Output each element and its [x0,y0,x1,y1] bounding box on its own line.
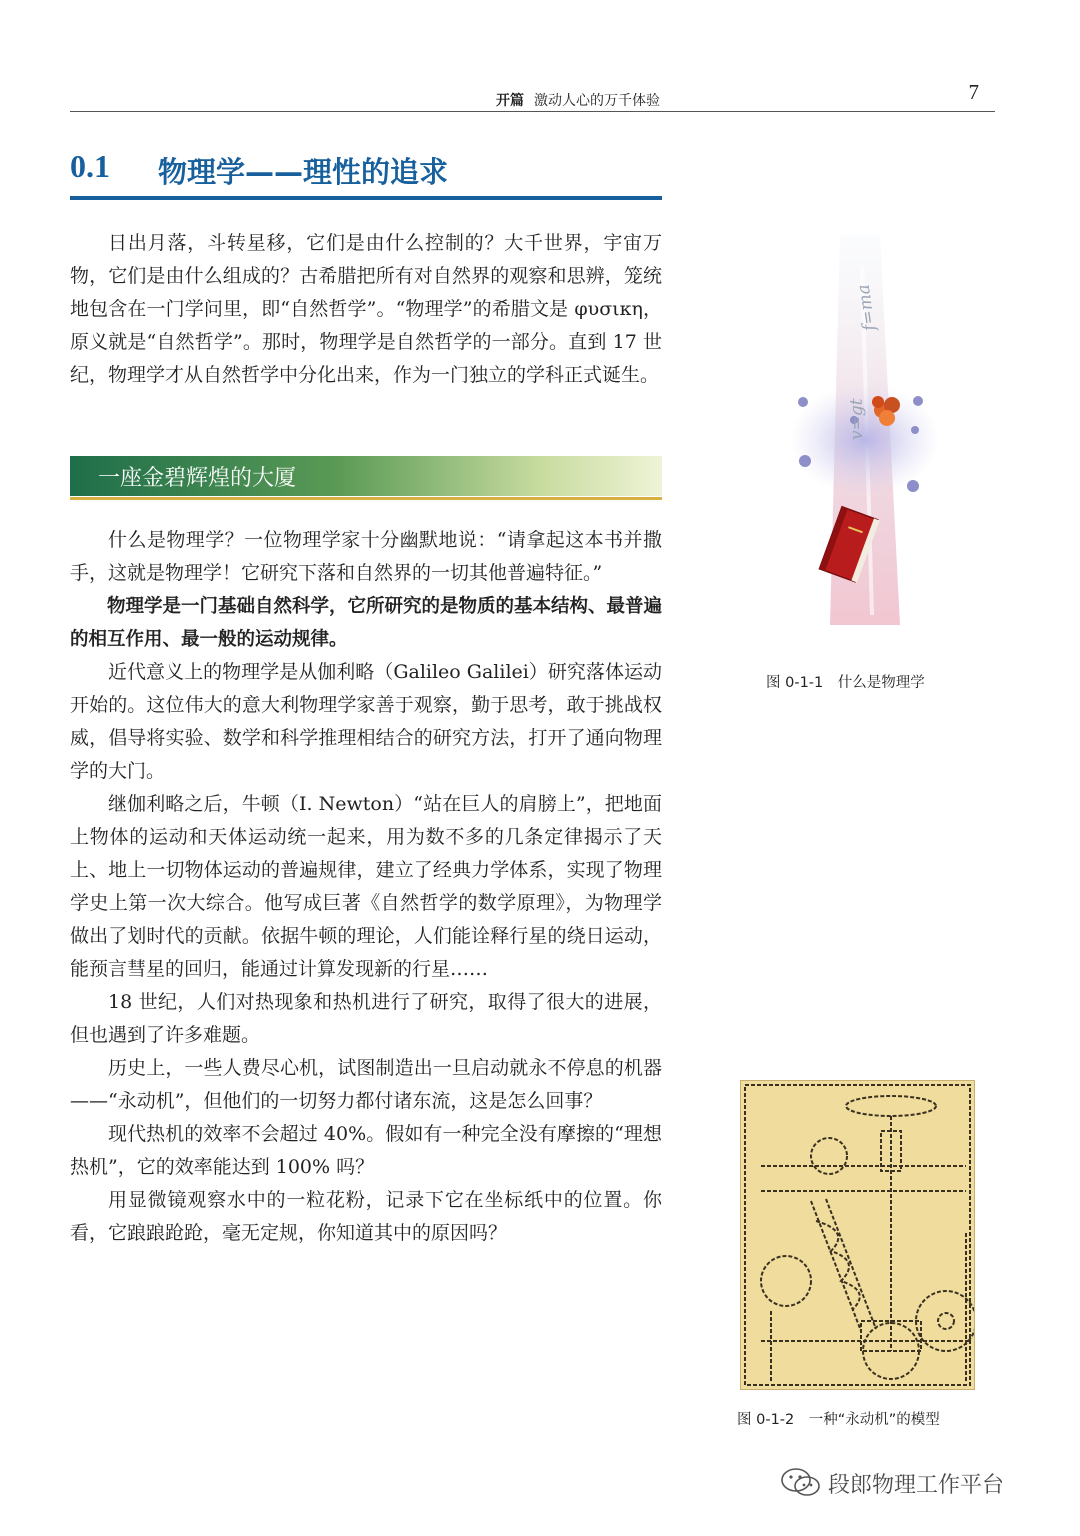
formula-fma: f=ma [853,282,880,333]
subsection-title: 一座金碧辉煌的大厦 [98,466,297,491]
section-title: 物理学——理性的追求 [158,155,449,189]
figure-falling-book [770,225,960,645]
figure-perpetual-motion-machine [740,1080,975,1390]
paragraph: 现代热机的效率不会超过 40%。假如有一种完全没有摩擦的“理想热机”，它的效率能达到 100% 吗？ [70,1123,662,1178]
intro-text [70,227,662,392]
paragraph: 近代意义上的物理学是从伽利略（Galileo Galilei）研究落体运动开始的。这位伟大的意大利物理学家善于观察，勤于思考，敢于挑战权威，倡导将实验、数学和科学推理相结合的研究方法，打开了通向物理学的大门。 [70,661,662,782]
section-number: 0.1 [70,148,110,184]
section-heading [70,148,662,204]
wechat-icon [780,1466,822,1500]
section-rule [70,196,662,200]
subsection-rule [70,497,662,500]
paragraph: 什么是物理学？一位物理学家十分幽默地说：“请拿起这本书并撒手，这就是物理学！它研究下落和自然界的一切其他普遍特征。” [70,529,662,584]
header-part: 开篇 [496,93,524,109]
definition-paragraph: 物理学是一门基础自然科学，它所研究的是物质的基本结构、最普遍的相互作用、最一般的运动规律。 [70,596,663,650]
paragraph: 用显微镜观察水中的一粒花粉，记录下它在坐标纸中的位置。你看，它踉踉跄跄，毫无定规，你知道其中的原因吗？ [70,1189,662,1244]
header-chapter-title: 激动人心的万千体验 [534,93,660,109]
perpetual-motion-illustration [741,1081,974,1389]
watermark [780,1466,1005,1502]
figure-2-caption: 图 0-1-2 一种“永动机”的模型 [737,1412,940,1428]
paragraph: 历史上，一些人费尽心机，试图制造出一旦启动就永不停息的机器——“永动机”，但他们的一切努力都付诸东流，这是怎么回事？ [70,1057,662,1112]
page-number: 7 [968,80,979,104]
watermark-text: 段郎物理工作平台 [828,1473,1005,1498]
subsection-bar [70,456,662,496]
header-title [496,90,660,110]
running-header [70,80,995,112]
falling-book-illustration [770,225,960,645]
paragraph: 18 世纪，人们对热现象和热机进行了研究，取得了很大的进展，但也遇到了许多难题。 [70,991,662,1046]
header-rule [70,111,995,112]
intro-paragraph: 日出月落，斗转星移，它们是由什么控制的？大千世界，宇宙万物，它们是由什么组成的？古希腊把所有对自然界的观察和思辨，笼统地包含在一门学问里，即“自然哲学”。“物理学”的希腊文是 φυσικη，原义就是“自然哲学”。那时，物理学是自然哲学的一部分。直到 17 世纪，物理学才从自然哲学中分化出来，作为一门独立的学科正式诞生。 [70,232,662,386]
figure-1-caption: 图 0-1-1 什么是物理学 [766,675,925,691]
formula-vgt: v=gt [847,398,867,440]
main-text [70,524,662,1250]
paragraph: 继伽利略之后，牛顿（I. Newton）“站在巨人的肩膀上”，把地面上物体的运动和天体运动统一起来，用为数不多的几条定律揭示了天上、地上一切物体运动的普遍规律，建立了经典力学体系，实现了物理学史上第一次大综合。他写成巨著《自然哲学的数学原理》，为物理学做出了划时代的贡献。依据牛顿的理论，人们能诠释行星的绕日运动，能预言彗星的回归，能通过计算发现新的行星…… [70,793,662,980]
